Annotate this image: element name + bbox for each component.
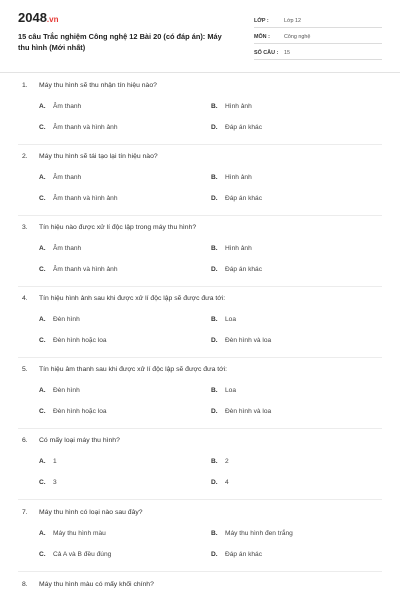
question-text [22, 581, 154, 588]
option-d[interactable] [211, 551, 262, 558]
option-letter: C. [39, 479, 46, 486]
option-text: Loa [225, 316, 237, 323]
option-letter: C. [39, 408, 46, 415]
option-text: Âm thanh và hình ảnh [53, 195, 118, 202]
option-b[interactable] [211, 316, 236, 323]
option-d[interactable] [211, 195, 262, 202]
worksheet-meta [254, 14, 382, 60]
option-text: Hình ảnh [225, 174, 252, 181]
option-text: Âm thanh và hình ảnh [53, 266, 118, 273]
question-number: 6. [22, 437, 28, 444]
option-text: Loa [225, 387, 237, 394]
meta-label: LỚP : [254, 17, 269, 24]
option-letter: A. [39, 316, 46, 323]
option-c[interactable] [39, 337, 107, 344]
meta-value: Công nghệ [284, 33, 311, 40]
option-text: Âm thanh [53, 174, 82, 181]
question-prompt: Máy thu hình có loại nào sau đây? [39, 509, 143, 516]
option-text: Đáp án khác [225, 266, 263, 273]
option-c[interactable] [39, 266, 118, 273]
question-prompt: Máy thu hình màu có mấy khối chính? [39, 581, 154, 588]
site-logo[interactable] [18, 10, 58, 25]
option-letter: C. [39, 266, 46, 273]
option-c[interactable] [39, 479, 57, 486]
meta-label: MÔN : [254, 33, 270, 40]
option-a[interactable] [39, 387, 80, 394]
meta-value: 15 [284, 49, 290, 56]
option-a[interactable] [39, 103, 81, 110]
question-text [22, 153, 158, 160]
option-letter: C. [39, 124, 46, 131]
meta-row-class [254, 14, 382, 28]
question-separator [18, 499, 382, 500]
question-number: 4. [22, 295, 28, 302]
meta-label: SỐ CÂU : [254, 49, 279, 56]
option-text: Đáp án khác [225, 551, 263, 558]
meta-row-count [254, 46, 382, 60]
question-separator [18, 286, 382, 287]
option-letter: A. [39, 530, 46, 537]
question-text [22, 295, 225, 302]
question-prompt: Máy thu hình sẽ tái tạo lại tín hiệu nào? [39, 153, 158, 160]
option-text: 3 [53, 479, 57, 486]
option-d[interactable] [211, 408, 271, 415]
question-separator [18, 144, 382, 145]
logo-suffix: .vn [46, 15, 59, 24]
meta-row-subject [254, 30, 382, 44]
question-separator [18, 571, 382, 572]
option-text: Máy thu hình màu [53, 530, 106, 537]
option-letter: B. [211, 316, 218, 323]
option-letter: A. [39, 245, 46, 252]
option-text: 4 [225, 479, 229, 486]
option-text: 2 [225, 458, 229, 465]
option-b[interactable] [211, 245, 252, 252]
option-text: Đèn hình và loa [225, 408, 272, 415]
option-text: Âm thanh và hình ảnh [53, 124, 118, 131]
question-prompt: Tín hiệu âm thanh sau khi được xử lí độc lập sẽ được đưa tới: [39, 366, 227, 373]
option-a[interactable] [39, 530, 106, 537]
header-divider [0, 72, 400, 73]
option-letter: C. [39, 551, 46, 558]
option-text: Máy thu hình đen trắng [225, 530, 293, 537]
option-text: Đáp án khác [225, 195, 263, 202]
option-d[interactable] [211, 337, 271, 344]
option-letter: A. [39, 174, 46, 181]
question-text [22, 509, 143, 516]
question-number: 8. [22, 581, 28, 588]
option-text: Âm thanh [53, 245, 82, 252]
question-prompt: Có mấy loại máy thu hình? [39, 437, 120, 444]
option-letter: D. [211, 551, 218, 558]
option-text: Đèn hình hoặc loa [53, 337, 107, 344]
option-b[interactable] [211, 174, 252, 181]
option-d[interactable] [211, 266, 262, 273]
option-b[interactable] [211, 387, 236, 394]
option-d[interactable] [211, 124, 262, 131]
option-letter: D. [211, 337, 218, 344]
option-letter: A. [39, 103, 46, 110]
question-text [22, 82, 157, 89]
option-c[interactable] [39, 124, 118, 131]
option-letter: B. [211, 387, 218, 394]
option-text: Đèn hình [53, 316, 80, 323]
question-text [22, 224, 196, 231]
option-letter: A. [39, 387, 46, 394]
option-letter: B. [211, 245, 218, 252]
question-number: 5. [22, 366, 28, 373]
option-text: Âm thanh [53, 103, 82, 110]
option-a[interactable] [39, 316, 80, 323]
logo-number: 2048 [18, 10, 47, 25]
option-b[interactable] [211, 103, 252, 110]
question-number: 3. [22, 224, 28, 231]
question-prompt: Máy thu hình sẽ thu nhận tín hiệu nào? [39, 82, 157, 89]
page-title: 15 câu Trắc nghiệm Công nghệ 12 Bài 20 (có đáp án): Máy thu hình (Mới nhất) [18, 32, 222, 52]
question-separator [18, 428, 382, 429]
question-number: 1. [22, 82, 28, 89]
question-separator [18, 357, 382, 358]
option-text: Đèn hình và loa [225, 337, 272, 344]
question-separator [18, 215, 382, 216]
option-text: Cả A và B đều đúng [53, 551, 112, 558]
option-text: Đáp án khác [225, 124, 263, 131]
option-letter: B. [211, 103, 218, 110]
option-a[interactable] [39, 458, 57, 465]
option-letter: C. [39, 337, 46, 344]
option-letter: B. [211, 530, 218, 537]
option-text: Đèn hình [53, 387, 80, 394]
question-text [22, 437, 120, 444]
option-c[interactable] [39, 408, 107, 415]
option-d[interactable] [211, 479, 229, 486]
option-letter: D. [211, 195, 218, 202]
question-number: 2. [22, 153, 28, 160]
option-text: Hình ảnh [225, 103, 252, 110]
option-text: Hình ảnh [225, 245, 252, 252]
meta-value: Lớp 12 [284, 17, 302, 24]
option-b[interactable] [211, 530, 293, 537]
question-number: 7. [22, 509, 28, 516]
question-prompt: Tín hiệu hình ảnh sau khi được xử lí độc lập sẽ được đưa tới: [39, 295, 226, 302]
worksheet-header [0, 0, 400, 72]
option-c[interactable] [39, 195, 118, 202]
option-letter: B. [211, 174, 218, 181]
option-letter: D. [211, 408, 218, 415]
option-letter: A. [39, 458, 46, 465]
option-text: 1 [53, 458, 57, 465]
option-b[interactable] [211, 458, 229, 465]
option-letter: D. [211, 124, 218, 131]
option-a[interactable] [39, 245, 81, 252]
option-text: Đèn hình hoặc loa [53, 408, 107, 415]
option-letter: B. [211, 458, 218, 465]
question-prompt: Tín hiệu nào được xử lí độc lập trong máy thu hình? [39, 224, 197, 231]
option-c[interactable] [39, 551, 111, 558]
option-letter: D. [211, 479, 218, 486]
option-letter: D. [211, 266, 218, 273]
option-a[interactable] [39, 174, 81, 181]
question-text [22, 366, 227, 373]
option-letter: C. [39, 195, 46, 202]
